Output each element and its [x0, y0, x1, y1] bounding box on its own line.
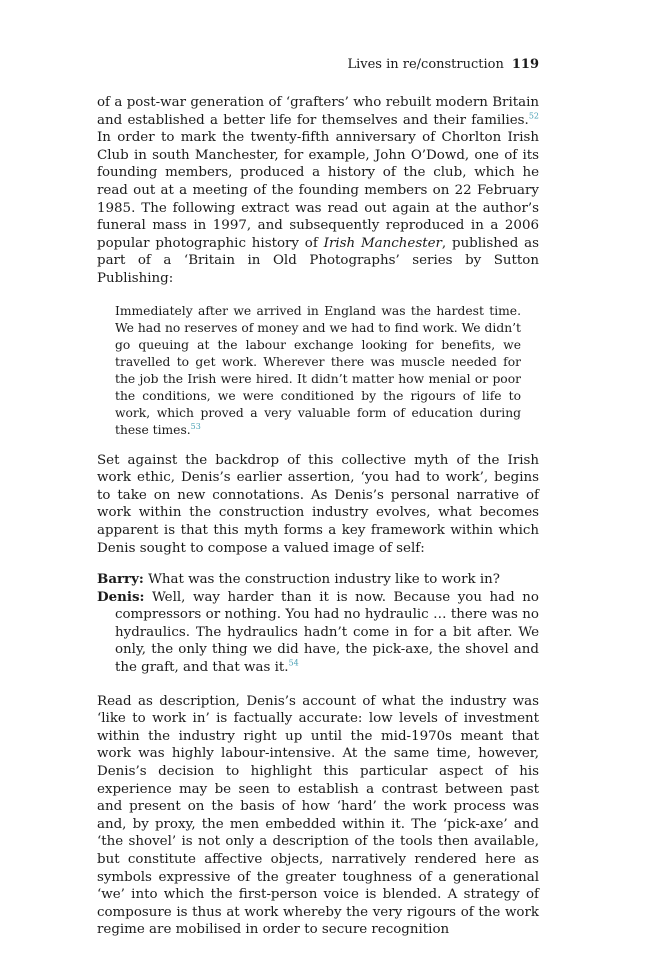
block-quote-text: Immediately after we arrived in England was the hardest time. We had no reserves of money and we had to find work. We didn’t go queuing at the labour exchange looking for benefits, we travelled to get work. Wherever there was muscle needed for the job the Irish were hired. It didn’t matter how menial or poor the conditions, we were conditioned by the rigours of life to work, which proved a very valuable form of education during these times. — [115, 303, 521, 437]
speaker-barry: Barry: — [97, 571, 144, 588]
dialogue-turn-denis — [97, 589, 539, 677]
footnote-marker-52[interactable]: 52 — [528, 111, 539, 121]
speaker-denis: Denis: — [97, 588, 145, 605]
paragraph-1 — [97, 94, 539, 288]
page-number: 119 — [511, 57, 539, 72]
paragraph-1-text-a: of a post-war generation of ‘grafters’ who rebuilt modern Britain and established a better life for themselves and their families. — [97, 95, 539, 128]
footnote-marker-54[interactable]: 54 — [288, 658, 299, 668]
book-title-irish-manchester: Irish Manchester — [323, 235, 442, 251]
paragraph-3: Read as description, Denis’s account of what the industry was ‘like to work in’ is factually accurate: low levels of investment within the industry right up until the mid-1970s meant that work was highly labour-intensive. At the same time, however, Denis’s decision to highlight this particular aspect of his experience may be seen to establish a contrast between past and present on the basis of how ‘hard’ the work process was and, by proxy, the men embedded within it. The ‘pick-axe’ and ‘the shovel’ is not only a description of the tools then available, but constitute affective objects, narratively rendered here as symbols expressive of the greater toughness of a generational ‘we’ into which the first-person voice is blended. A strategy of composure is thus at work whereby the very rigours of the work regime are mobilised in order to secure recognition — [97, 693, 539, 938]
dialogue-turn-barry — [97, 571, 539, 589]
running-head — [347, 57, 539, 72]
barry-line: What was the construction industry like to work in? — [148, 572, 500, 588]
paragraph-1-text-b: In order to mark the twenty-fifth anniversary of Chorlton Irish Club in south Manchester, for example, John O’Dowd, one of its founding members, produced a history of the club, which he read out at a meeting of the founding members on 22 February 1985. The following extract was read out again at the author’s funeral mass in 1997, and subsequently reproduced in a 2006 popular photographic history of — [97, 130, 539, 251]
block-quote — [115, 303, 521, 439]
paragraph-2: Set against the backdrop of this collective myth of the Irish work ethic, Denis’s earlier assertion, ‘you had to work’, begins to take on new connotations. As Denis’s personal narrative of work within the construction industry evolves, what becomes apparent is that this myth forms a key framework within which Denis sought to compose a valued image of self: — [97, 452, 539, 556]
interview-dialogue — [97, 571, 539, 677]
denis-line: Well, way harder than it is now. Because you had no compressors or nothing. You had no hydraulic … there was no hydraulics. The hydraulics hadn’t come in for a bit after. We only, the only thing we did have, the pick-axe, the shovel and the graft, and that was it. — [115, 589, 539, 676]
paragraph-1-text-c: , published as part of a ‘Britain in Old Photographs’ series by Sutton Publishing: — [97, 235, 539, 286]
footnote-marker-53[interactable]: 53 — [190, 421, 201, 431]
running-title: Lives in re/construction — [347, 57, 504, 72]
page-body — [97, 94, 539, 939]
